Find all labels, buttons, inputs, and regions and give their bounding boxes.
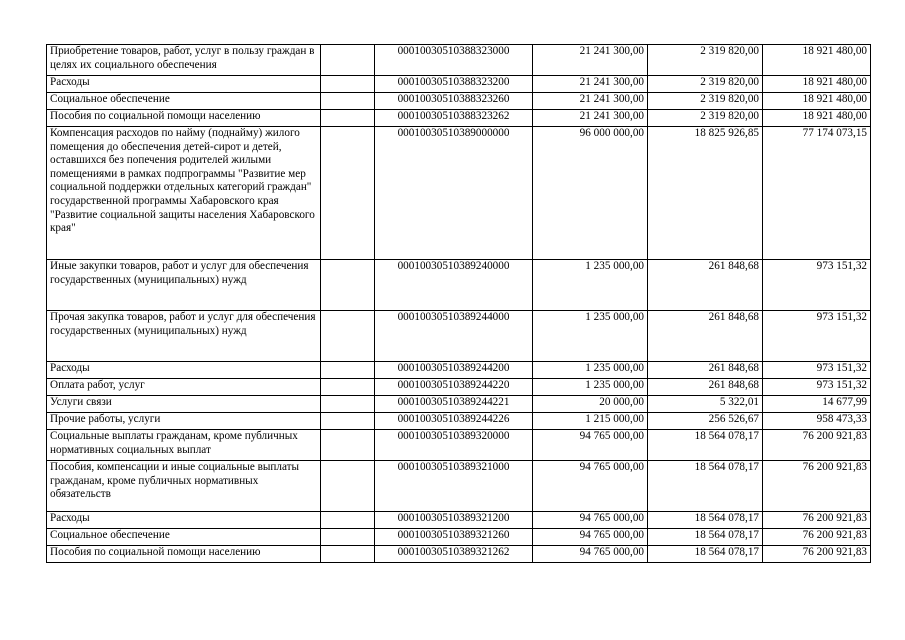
table-row — [47, 512, 871, 529]
row-unexecuted-cell: 973 151,32 — [763, 311, 871, 362]
row-code-cell: 00010030510388323000 — [375, 45, 533, 76]
row-code-cell: 00010030510388323260 — [375, 93, 533, 110]
row-name-cell: Расходы — [47, 362, 321, 379]
row-approved-cell: 1 215 000,00 — [533, 413, 648, 430]
row-blank-cell — [321, 45, 375, 76]
row-approved-cell: 94 765 000,00 — [533, 529, 648, 546]
row-executed-cell: 256 526,67 — [648, 413, 763, 430]
row-code-cell: 00010030510389244220 — [375, 379, 533, 396]
table-row — [47, 362, 871, 379]
row-unexecuted-cell: 76 200 921,83 — [763, 512, 871, 529]
row-code-cell: 00010030510389244226 — [375, 413, 533, 430]
row-unexecuted-cell: 18 921 480,00 — [763, 110, 871, 127]
row-approved-cell: 20 000,00 — [533, 396, 648, 413]
row-code-cell: 00010030510389244000 — [375, 311, 533, 362]
row-code-cell: 00010030510389240000 — [375, 260, 533, 311]
row-executed-cell: 2 319 820,00 — [648, 76, 763, 93]
row-code-cell: 00010030510389244200 — [375, 362, 533, 379]
row-blank-cell — [321, 430, 375, 461]
row-blank-cell — [321, 396, 375, 413]
row-executed-cell: 18 825 926,85 — [648, 127, 763, 260]
row-blank-cell — [321, 512, 375, 529]
row-name-cell: Расходы — [47, 76, 321, 93]
row-approved-cell: 21 241 300,00 — [533, 45, 648, 76]
row-name-cell: Пособия, компенсации и иные социальные выплаты гражданам, кроме публичных нормативных обязательств — [47, 461, 321, 512]
row-code-cell: 00010030510389321260 — [375, 529, 533, 546]
budget-table-body — [47, 45, 871, 563]
row-executed-cell: 18 564 078,17 — [648, 529, 763, 546]
row-name-cell: Пособия по социальной помощи населению — [47, 110, 321, 127]
row-approved-cell: 1 235 000,00 — [533, 260, 648, 311]
row-unexecuted-cell: 18 921 480,00 — [763, 76, 871, 93]
row-blank-cell — [321, 413, 375, 430]
row-executed-cell: 2 319 820,00 — [648, 110, 763, 127]
row-executed-cell: 261 848,68 — [648, 260, 763, 311]
row-executed-cell: 2 319 820,00 — [648, 45, 763, 76]
row-executed-cell: 261 848,68 — [648, 379, 763, 396]
row-approved-cell: 94 765 000,00 — [533, 512, 648, 529]
row-unexecuted-cell: 76 200 921,83 — [763, 430, 871, 461]
table-row — [47, 311, 871, 362]
row-name-cell: Прочая закупка товаров, работ и услуг для обеспечения государственных (муниципальных) нужд — [47, 311, 321, 362]
row-code-cell: 00010030510389321262 — [375, 546, 533, 563]
table-row — [47, 529, 871, 546]
row-code-cell: 00010030510389000000 — [375, 127, 533, 260]
table-row — [47, 461, 871, 512]
row-executed-cell: 18 564 078,17 — [648, 461, 763, 512]
row-name-cell: Приобретение товаров, работ, услуг в пользу граждан в целях их социального обеспечения — [47, 45, 321, 76]
row-name-cell: Оплата работ, услуг — [47, 379, 321, 396]
row-blank-cell — [321, 546, 375, 563]
row-code-cell: 00010030510389320000 — [375, 430, 533, 461]
row-unexecuted-cell: 76 200 921,83 — [763, 546, 871, 563]
table-row — [47, 413, 871, 430]
row-blank-cell — [321, 379, 375, 396]
row-unexecuted-cell: 14 677,99 — [763, 396, 871, 413]
row-approved-cell: 94 765 000,00 — [533, 430, 648, 461]
row-blank-cell — [321, 362, 375, 379]
row-blank-cell — [321, 93, 375, 110]
row-blank-cell — [321, 127, 375, 260]
row-name-cell: Прочие работы, услуги — [47, 413, 321, 430]
row-code-cell: 00010030510389321000 — [375, 461, 533, 512]
row-executed-cell: 261 848,68 — [648, 362, 763, 379]
row-approved-cell: 96 000 000,00 — [533, 127, 648, 260]
row-approved-cell: 1 235 000,00 — [533, 362, 648, 379]
row-blank-cell — [321, 110, 375, 127]
row-executed-cell: 2 319 820,00 — [648, 93, 763, 110]
row-code-cell: 00010030510389321200 — [375, 512, 533, 529]
row-unexecuted-cell: 77 174 073,15 — [763, 127, 871, 260]
row-executed-cell: 18 564 078,17 — [648, 512, 763, 529]
table-row — [47, 110, 871, 127]
table-row — [47, 379, 871, 396]
table-row — [47, 76, 871, 93]
table-row — [47, 127, 871, 260]
row-approved-cell: 94 765 000,00 — [533, 546, 648, 563]
row-name-cell: Иные закупки товаров, работ и услуг для обеспечения государственных (муниципальных) нужд — [47, 260, 321, 311]
row-code-cell: 00010030510389244221 — [375, 396, 533, 413]
row-name-cell: Пособия по социальной помощи населению — [47, 546, 321, 563]
row-blank-cell — [321, 260, 375, 311]
row-code-cell: 00010030510388323262 — [375, 110, 533, 127]
row-unexecuted-cell: 18 921 480,00 — [763, 93, 871, 110]
row-blank-cell — [321, 529, 375, 546]
row-unexecuted-cell: 973 151,32 — [763, 260, 871, 311]
row-approved-cell: 1 235 000,00 — [533, 311, 648, 362]
row-approved-cell: 1 235 000,00 — [533, 379, 648, 396]
row-name-cell: Социальные выплаты гражданам, кроме публичных нормативных социальных выплат — [47, 430, 321, 461]
row-unexecuted-cell: 76 200 921,83 — [763, 529, 871, 546]
row-unexecuted-cell: 76 200 921,83 — [763, 461, 871, 512]
row-executed-cell: 5 322,01 — [648, 396, 763, 413]
row-name-cell: Услуги связи — [47, 396, 321, 413]
table-row — [47, 396, 871, 413]
row-name-cell: Социальное обеспечение — [47, 93, 321, 110]
table-row — [47, 93, 871, 110]
row-blank-cell — [321, 461, 375, 512]
row-approved-cell: 21 241 300,00 — [533, 93, 648, 110]
table-row — [47, 546, 871, 563]
row-unexecuted-cell: 958 473,33 — [763, 413, 871, 430]
row-code-cell: 00010030510388323200 — [375, 76, 533, 93]
row-unexecuted-cell: 973 151,32 — [763, 362, 871, 379]
document-page — [46, 44, 870, 563]
table-row — [47, 45, 871, 76]
row-name-cell: Социальное обеспечение — [47, 529, 321, 546]
row-blank-cell — [321, 311, 375, 362]
row-approved-cell: 21 241 300,00 — [533, 76, 648, 93]
table-row — [47, 430, 871, 461]
row-blank-cell — [321, 76, 375, 93]
budget-table — [46, 44, 871, 563]
row-approved-cell: 94 765 000,00 — [533, 461, 648, 512]
row-name-cell: Расходы — [47, 512, 321, 529]
row-approved-cell: 21 241 300,00 — [533, 110, 648, 127]
table-row — [47, 260, 871, 311]
row-executed-cell: 18 564 078,17 — [648, 430, 763, 461]
row-unexecuted-cell: 18 921 480,00 — [763, 45, 871, 76]
row-unexecuted-cell: 973 151,32 — [763, 379, 871, 396]
row-name-cell: Компенсация расходов по найму (поднайму) жилого помещения до обеспечения детей-сирот и детей, оставшихся без попечения родителей жилыми помещениями в рамках подпрограммы "Развитие мер социальной поддержки отдельных категорий граждан" государственной программы Хабаровского края "Развитие социальной защиты населения Хабаровского края" — [47, 127, 321, 260]
row-executed-cell: 18 564 078,17 — [648, 546, 763, 563]
row-executed-cell: 261 848,68 — [648, 311, 763, 362]
